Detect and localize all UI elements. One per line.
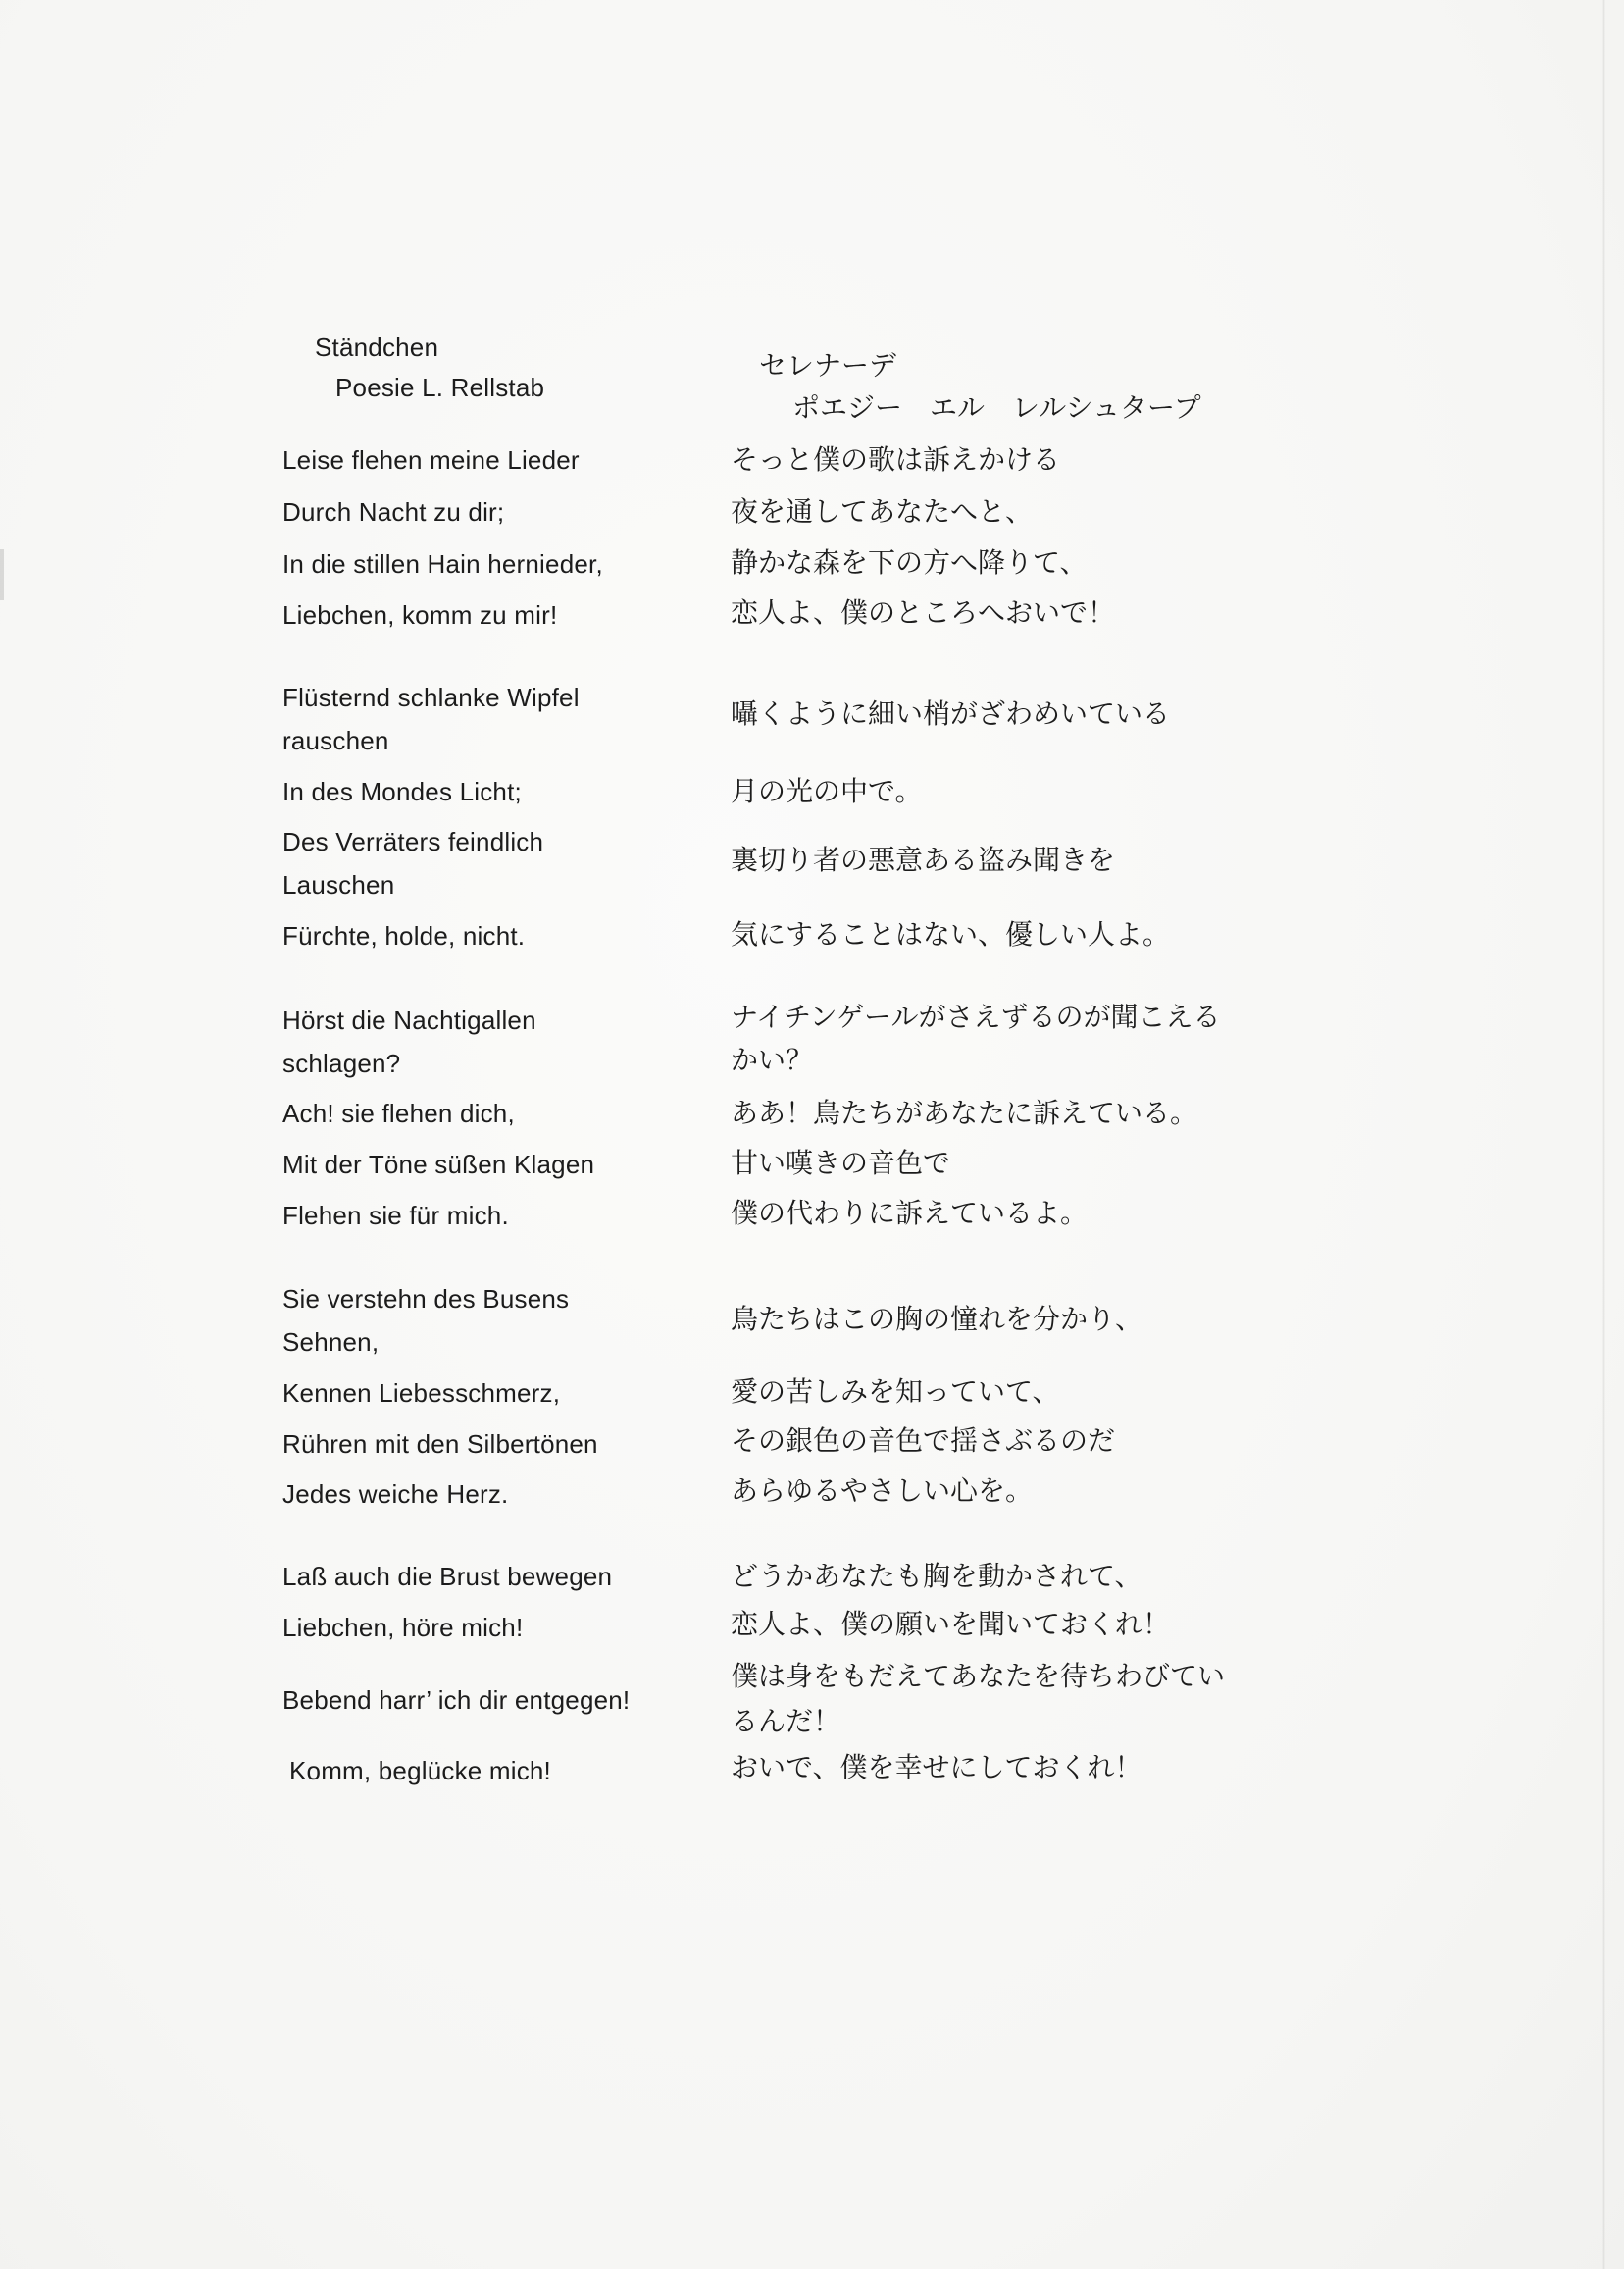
german-line: rauschen xyxy=(282,726,389,755)
page-edge-shadow xyxy=(1602,0,1605,2269)
german-line: Ach! sie flehen dich, xyxy=(282,1099,515,1128)
japanese-line: 夜を通してあなたへと、 xyxy=(731,495,1034,528)
german-line: Fürchte, holde, nicht. xyxy=(282,921,526,951)
german-line: Hörst die Nachtigallen xyxy=(282,1006,536,1035)
japanese-line: あらゆるやさしい心を。 xyxy=(731,1474,1034,1507)
german-line: Kennen Liebesschmerz, xyxy=(282,1378,561,1408)
german-line: Liebchen, komm zu mir! xyxy=(282,600,558,630)
japanese-line: おいで、僕を幸せにしておくれ！ xyxy=(731,1751,1142,1783)
japanese-line: 恋人よ、僕の願いを聞いておくれ！ xyxy=(731,1608,1171,1640)
german-line: Flehen sie für mich. xyxy=(282,1201,509,1230)
german-line: Flüsternd schlanke Wipfel xyxy=(282,683,580,712)
german-line: In die stillen Hain hernieder, xyxy=(282,549,603,579)
german-line: Lauschen xyxy=(282,870,395,900)
japanese-line: 鳥たちはこの胸の憧れを分かり、 xyxy=(731,1303,1143,1335)
japanese-line: 月の光の中で。 xyxy=(731,775,923,807)
german-line: Durch Nacht zu dir; xyxy=(282,497,505,527)
japanese-line: 気にすることはない、優しい人よ。 xyxy=(731,918,1171,951)
scan-mark xyxy=(0,549,4,600)
german-author: Poesie L. Rellstab xyxy=(335,373,545,402)
japanese-line: るんだ！ xyxy=(731,1705,841,1737)
japanese-line: 静かな森を下の方へ降りて、 xyxy=(731,546,1088,579)
german-line: Laß auch die Brust bewegen xyxy=(282,1562,613,1591)
japanese-line: そっと僕の歌は訴えかける xyxy=(731,443,1061,476)
japanese-author: ポエジー エル レルシュタープ xyxy=(792,391,1201,424)
german-line: schlagen? xyxy=(282,1049,401,1078)
japanese-line: かい？ xyxy=(731,1044,814,1076)
german-line: Liebchen, höre mich! xyxy=(282,1613,524,1642)
german-line: Rühren mit den Silbertönen xyxy=(282,1429,598,1459)
german-line: Jedes weiche Herz. xyxy=(282,1479,509,1509)
german-line: Sie verstehn des Busens xyxy=(282,1284,570,1314)
german-title: Ständchen xyxy=(315,333,439,362)
japanese-line: 恋人よ、僕のところへおいで！ xyxy=(731,596,1116,629)
german-line: Mit der Töne süßen Klagen xyxy=(282,1150,595,1179)
japanese-line: 愛の苦しみを知っていて、 xyxy=(731,1375,1060,1408)
japanese-line: 僕の代わりに訴えているよ。 xyxy=(731,1197,1089,1229)
japanese-line: 僕は身をもだえてあなたを待ちわびてい xyxy=(731,1660,1226,1692)
german-line: Bebend harr’ ich dir entgegen! xyxy=(282,1685,631,1715)
japanese-line: ああ！鳥たちがあなたに訴えている。 xyxy=(731,1097,1198,1129)
japanese-line: その銀色の音色で揺さぶるのだ xyxy=(731,1424,1116,1457)
german-line: Des Verräters feindlich xyxy=(282,827,544,856)
german-line: In des Mondes Licht; xyxy=(282,777,522,806)
german-line: Komm, beglücke mich! xyxy=(289,1756,551,1785)
japanese-line: 甘い嘆きの音色で xyxy=(731,1147,951,1179)
german-line: Sehnen, xyxy=(282,1327,380,1357)
japanese-line: ナイチンゲールがさえずるのが聞こえる xyxy=(731,1001,1221,1033)
japanese-line: 裏切り者の悪意ある盗み聞きを xyxy=(731,844,1116,876)
japanese-line: 囁くように細い梢がざわめいている xyxy=(731,697,1171,730)
german-line: Leise flehen meine Lieder xyxy=(282,445,580,475)
japanese-line: どうかあなたも胸を動かされて、 xyxy=(731,1560,1142,1592)
japanese-title: セレナーデ xyxy=(759,349,897,382)
